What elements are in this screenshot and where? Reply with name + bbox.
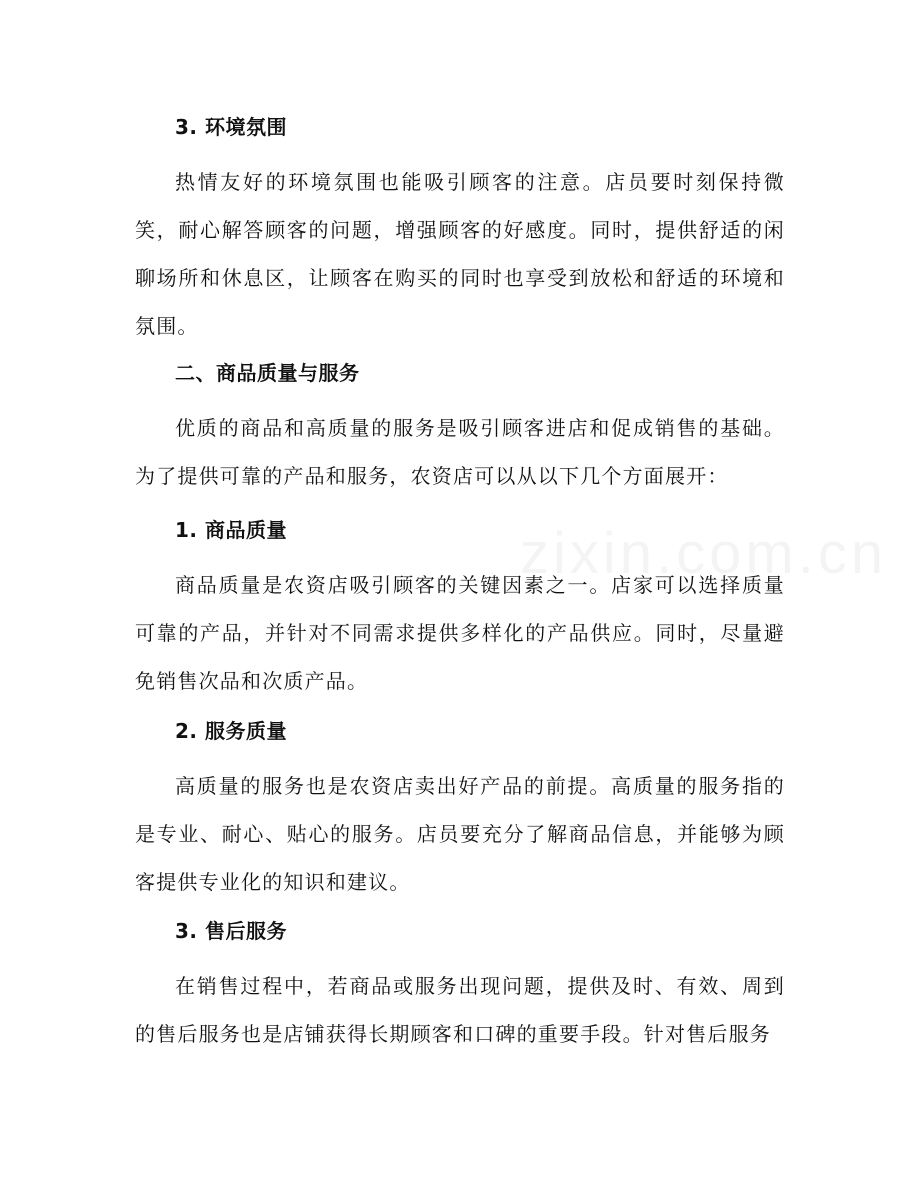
heading-service-quality: 2. 服务质量 (175, 719, 287, 743)
heading-product-quality: 1. 商品质量 (175, 518, 287, 542)
paragraph-quality-service: 优质的商品和高质量的服务是吸引顾客进店和促成销售的基础。为了提供可靠的产品和服务，农资店可以从以下几个方面展开： (135, 416, 785, 488)
heading-after-sale: 3. 售后服务 (175, 919, 287, 943)
paragraph-service-quality: 高质量的服务也是农资店卖出好产品的前提。高质量的服务指的是专业、耐心、贴心的服务。店员要充分了解商品信息，并能够为顾客提供专业化的知识和建议。 (135, 774, 785, 894)
heading-environment: 3. 环境氛围 (175, 115, 287, 139)
paragraph-environment: 热情友好的环境氛围也能吸引顾客的注意。店员要时刻保持微笑，耐心解答顾客的问题，增强顾客的好感度。同时，提供舒适的闲聊场所和休息区，让顾客在购买的同时也享受到放松和舒适的环境和氛围。 (135, 170, 785, 338)
paragraph-product-quality: 商品质量是农资店吸引顾客的关键因素之一。店家可以选择质量可靠的产品，并针对不同需求提供多样化的产品供应。同时，尽量避免销售次品和次质产品。 (135, 573, 785, 693)
paragraph-after-sale: 在销售过程中，若商品或服务出现问题，提供及时、有效、周到的售后服务也是店铺获得长期顾客和口碑的重要手段。针对售后服务 (135, 974, 785, 1046)
heading-quality-service: 二、商品质量与服务 (175, 361, 360, 385)
